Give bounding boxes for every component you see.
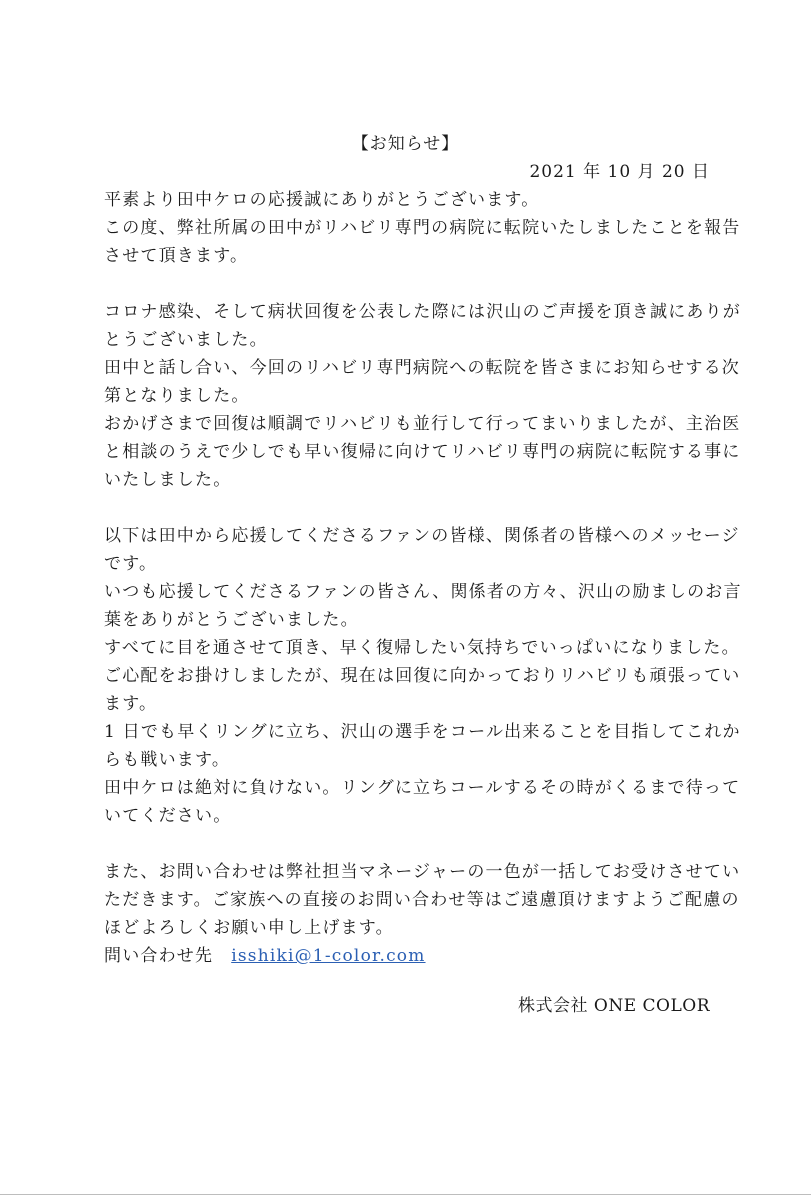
notice-body xyxy=(104,186,742,970)
body-line: と相談のうえで少しでも早い復帰に向けてリハビリ専門の病院に転院する事に xyxy=(104,442,741,462)
paragraph-spacer xyxy=(104,830,710,858)
body-line: ほどよろしくお願い申し上げます。 xyxy=(104,918,394,938)
paragraph-spacer xyxy=(104,494,710,522)
body-line: いてください。 xyxy=(104,806,232,826)
body-line: いたしました。 xyxy=(104,470,232,490)
body-line: 第となりました。 xyxy=(104,386,250,406)
body-line: させて頂きます。 xyxy=(104,246,249,266)
body-line: 1 日でも早くリングに立ち、沢山の選手をコール出来ることを目指してこれか xyxy=(104,722,741,742)
body-line: この度、弊社所属の田中がリハビリ専門の病院に転院いたしましたことを報告 xyxy=(104,218,741,238)
body-line: いつも応援してくださるファンの皆さん、関係者の方々、沢山の励ましのお言 xyxy=(104,582,742,602)
body-line: 以下は田中から応援してくださるファンの皆様、関係者の皆様へのメッセージ xyxy=(104,526,740,546)
body-line: また、お問い合わせは弊社担当マネージャーの一色が一括してお受けさせてい xyxy=(104,862,741,882)
body-line: ます。 xyxy=(104,694,158,714)
body-line: 田中と話し合い、今回のリハビリ専門病院への転院を皆さまにお知らせする次 xyxy=(104,358,740,378)
paragraph-spacer xyxy=(104,270,710,298)
inquiry-label: 問い合わせ先 xyxy=(104,946,214,966)
body-line: です。 xyxy=(104,554,158,574)
body-line: ご心配をお掛けしましたが、現在は回復に向かっておりリハビリも頑張ってい xyxy=(104,666,741,686)
body-line: 平素より田中ケロの応援誠にありがとうございます。 xyxy=(104,190,540,210)
body-line: 田中ケロは絶対に負けない。リングに立ちコールするその時がくるまで待って xyxy=(104,778,741,798)
body-line: とうございました。 xyxy=(104,330,268,350)
body-line: すべてに目を通させて頂き、早く復帰したい気持ちでいっぱいになりました。 xyxy=(104,638,740,658)
body-line: 葉をありがとうございました。 xyxy=(104,610,359,630)
body-line: ただきます。ご家族への直接のお問い合わせ等はご遠慮頂けますようご配慮の xyxy=(104,890,740,910)
body-line: おかげさまで回復は順調でリハビリも並行して行ってまいりましたが、主治医 xyxy=(104,414,741,434)
page-bottom-divider xyxy=(0,1194,811,1195)
body-line: らも戦います。 xyxy=(104,750,231,770)
body-line: コロナ感染、そして病状回復を公表した際には沢山のご声援を頂き誠にありが xyxy=(104,302,741,322)
company-name: 株式会社 ONE COLOR xyxy=(518,996,710,1016)
notice-title: 【お知らせ】 xyxy=(351,134,460,154)
notice-date: 2021 年 10 月 20 日 xyxy=(529,162,710,182)
inquiry-row xyxy=(104,942,710,970)
inquiry-email-link[interactable]: isshiki@1-color.com xyxy=(231,946,426,966)
